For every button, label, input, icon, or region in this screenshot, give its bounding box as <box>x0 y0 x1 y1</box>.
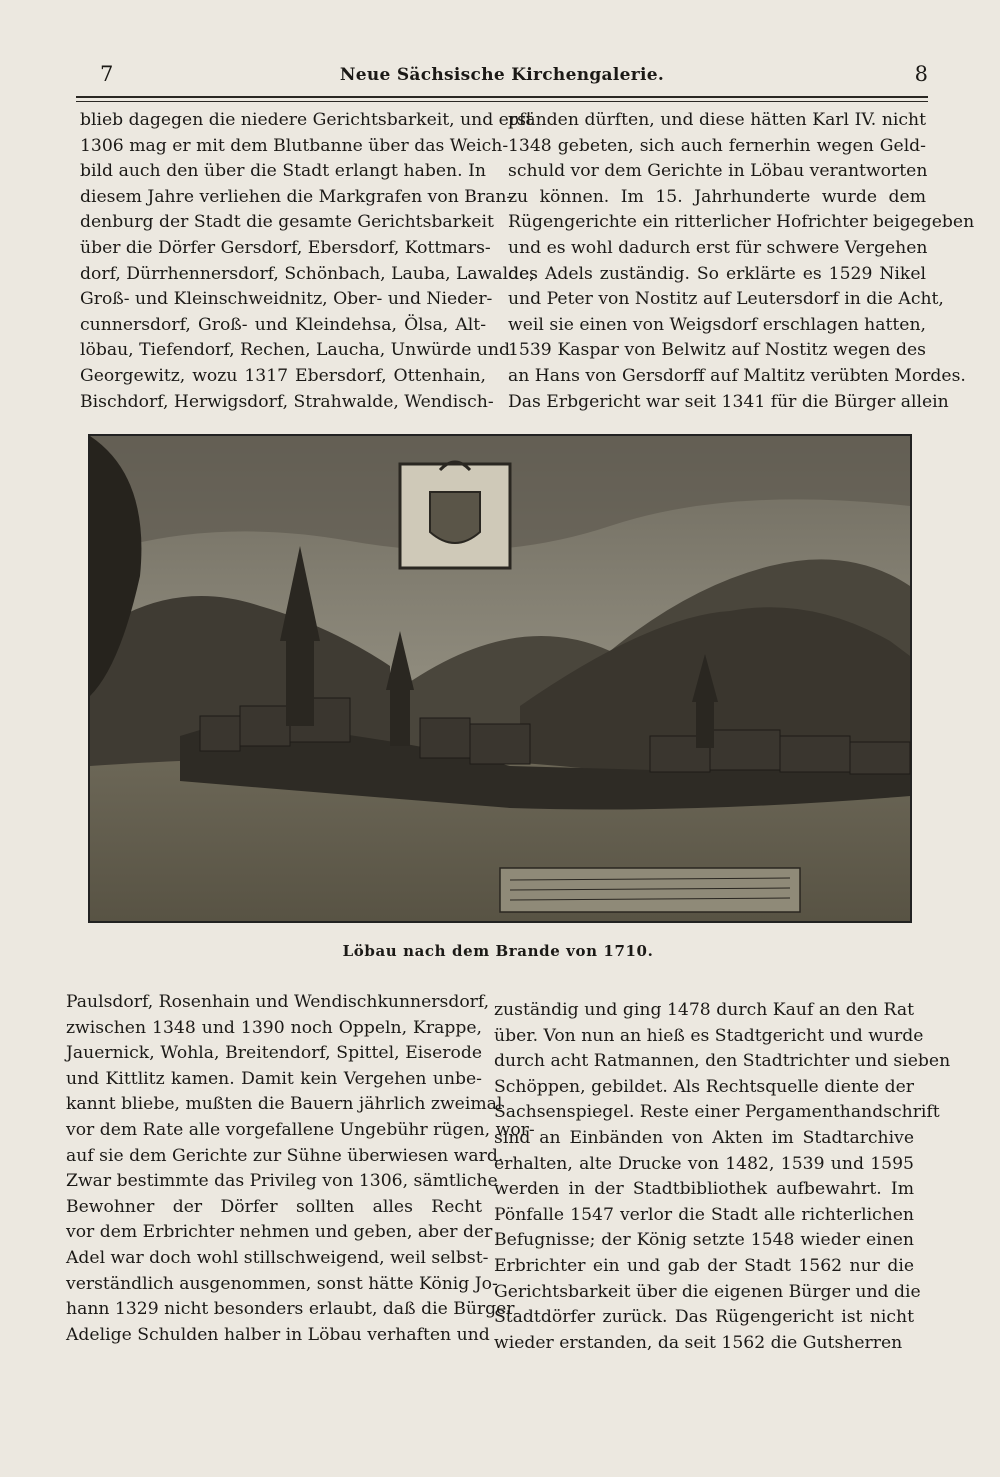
paragraph <box>80 108 535 415</box>
text-line: Zwar bestimmte das Privileg von 1306, sämtliche <box>66 1171 498 1192</box>
text-line: vor dem Rate alle vorgefallene Ungebühr rügen, wor- <box>66 1119 535 1140</box>
text-line: blieb dagegen die niedere Gerichtsbarkeit, und erst <box>80 110 533 130</box>
text-line: Stadtdörfer zurück. Das Rügengericht ist nicht <box>494 1307 914 1328</box>
text-line: Rügengerichte ein ritterlicher Hofrichter beigegeben <box>508 212 975 233</box>
text-line: 1306 mag er mit dem Blutbanne über das Weich- <box>80 135 509 156</box>
text-line: Groß- und Kleinschweidnitz, Ober- und Nieder- <box>80 289 493 310</box>
text-line: wieder erstanden, da seit 1562 die Gutsherren <box>494 1332 903 1353</box>
text-line: des Adels zuständig. So erklärte es 1529 Nikel <box>508 263 926 284</box>
text-line: durch acht Ratmannen, den Stadtrichter und sieben <box>494 1051 951 1072</box>
page-number-right: 8 <box>914 62 928 86</box>
running-title: Neue Sächsische Kirchengalerie. <box>339 65 665 85</box>
page-number-left: 7 <box>100 62 114 86</box>
text-line: löbau, Tiefendorf, Rechen, Laucha, Unwürde und <box>80 340 510 361</box>
text-line: Jauernick, Wohla, Breitendorf, Spittel, Eiserode <box>66 1043 482 1064</box>
figure-caption: Löbau nach dem Brande von 1710. <box>342 942 654 960</box>
text-line: verständlich ausgenommen, sonst hätte König Jo- <box>66 1273 498 1294</box>
text-column-top-left <box>80 108 535 415</box>
town-view-illustration <box>90 436 910 921</box>
text-line: Adelige Schulden halber in Löbau verhaften und <box>66 1324 490 1345</box>
text-line: weil sie einen von Weigsdorf erschlagen hatten, <box>508 314 926 335</box>
text-line: vor dem Erbrichter nehmen und geben, aber der <box>66 1222 493 1243</box>
text-line: Sachsenspiegel. Reste einer Pergamenthandschrift <box>494 1102 940 1123</box>
text-line: Bewohner der Dörfer sollten alles Recht <box>66 1196 482 1217</box>
town-engraving <box>88 434 912 923</box>
text-line: und es wohl dadurch erst für schwere Vergehen <box>508 237 928 258</box>
text-line: Das Erbgericht war seit 1341 für die Bürger allein <box>508 391 949 412</box>
header-rule-thin <box>76 101 928 102</box>
text-line: an Hans von Gersdorff auf Maltitz verübten Mordes. <box>508 365 966 386</box>
text-line: 1348 gebeten, sich auch fernerhin wegen Geld- <box>508 135 926 156</box>
text-line: auf sie dem Gerichte zur Sühne überwiesen ward. <box>66 1145 504 1166</box>
text-line: Gerichtsbarkeit über die eigenen Bürger und die <box>494 1281 921 1302</box>
text-line: Schöppen, gebildet. Als Rechtsquelle diente der <box>494 1076 914 1097</box>
text-column-bottom-right <box>494 998 951 1356</box>
text-line: Paulsdorf, Rosenhain und Wendischkunnersdorf, <box>66 992 490 1012</box>
text-line: Bischdorf, Herwigsdorf, Strahwalde, Wendisch- <box>80 391 494 412</box>
text-line: zwischen 1348 und 1390 noch Oppeln, Krappe, <box>66 1017 482 1038</box>
header-rule <box>76 96 928 98</box>
page-header <box>76 62 928 96</box>
paragraph <box>494 998 951 1356</box>
text-line: diesem Jahre verliehen die Markgrafen von Bran- <box>80 186 513 207</box>
text-line: werden in der Stadtbibliothek aufbewahrt. Im <box>494 1179 914 1200</box>
text-line: über. Von nun an hieß es Stadtgericht und wurde <box>494 1025 924 1046</box>
text-column-bottom-left <box>66 990 535 1348</box>
text-line: denburg der Stadt die gesamte Gerichtsbarkeit <box>80 212 494 233</box>
text-line: Befugnisse; der König setzte 1548 wieder einen <box>494 1230 914 1251</box>
text-line: sind an Einbänden von Akten im Stadtarchive <box>494 1127 914 1148</box>
text-line: dorf, Dürrhennersdorf, Schönbach, Lauba, Lawalde, <box>80 263 535 284</box>
text-line: und Peter von Nostitz auf Leutersdorf in die Acht, <box>508 289 944 310</box>
text-line: hann 1329 nicht besonders erlaubt, daß die Bürger <box>66 1299 515 1320</box>
text-line: Erbrichter ein und gab der Stadt 1562 nur die <box>494 1255 914 1276</box>
paragraph <box>508 108 975 415</box>
text-line: Pönfalle 1547 verlor die Stadt alle richterlichen <box>494 1204 914 1225</box>
text-column-top-right <box>508 108 975 415</box>
text-line: zu können. Im 15. Jahrhunderte wurde dem <box>508 186 926 207</box>
paragraph <box>66 990 535 1348</box>
text-line: cunnersdorf, Groß- und Kleindehsa, Ölsa, Alt- <box>80 314 486 335</box>
text-line: erhalten, alte Drucke von 1482, 1539 und 1595 <box>494 1153 914 1174</box>
text-line: zuständig und ging 1478 durch Kauf an den Rat <box>494 1000 914 1020</box>
coat-of-arms <box>400 462 510 568</box>
text-line: schuld vor dem Gerichte in Löbau verantworten <box>508 161 928 182</box>
text-line: 1539 Kaspar von Belwitz auf Nostitz wegen des <box>508 340 926 361</box>
text-line: und Kittlitz kamen. Damit kein Vergehen unbe- <box>66 1068 482 1089</box>
text-line: pfänden dürften, und diese hätten Karl IV. nicht <box>508 110 926 130</box>
text-line: Georgewitz, wozu 1317 Ebersdorf, Ottenhain, <box>80 365 486 386</box>
text-line: kannt bliebe, mußten die Bauern jährlich zweimal <box>66 1094 503 1115</box>
text-line: Adel war doch wohl stillschweigend, weil selbst- <box>66 1247 489 1268</box>
text-line: über die Dörfer Gersdorf, Ebersdorf, Kottmars- <box>80 237 491 258</box>
text-line: bild auch den über die Stadt erlangt haben. In <box>80 161 486 182</box>
